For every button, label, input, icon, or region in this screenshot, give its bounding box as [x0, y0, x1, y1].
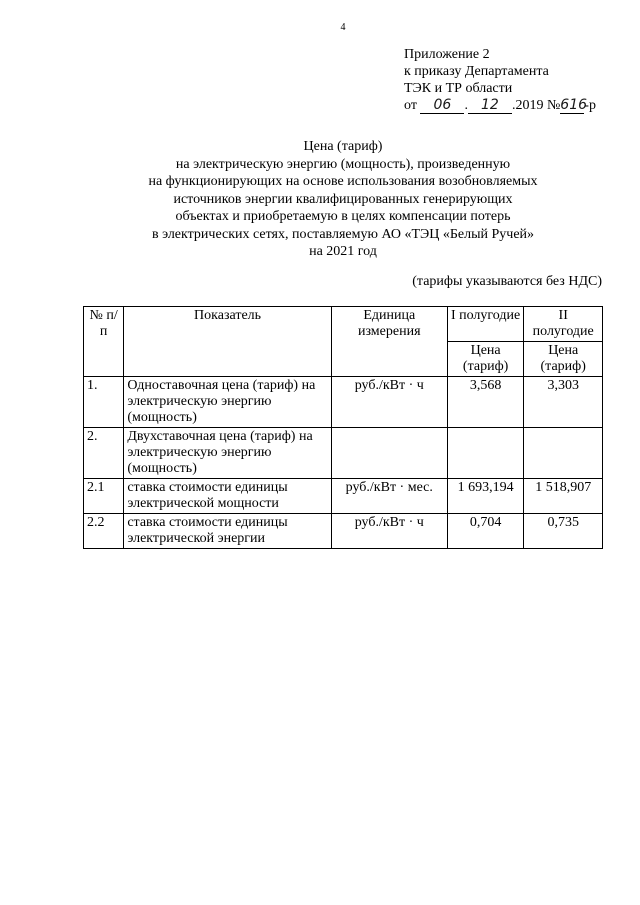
row-unit: руб./кВт · ч [331, 377, 447, 428]
row-num: 2.2 [84, 514, 124, 549]
header-unit: Единица измерения [331, 307, 447, 377]
row-half-2-value: 1 518,907 [524, 479, 603, 514]
appendix-date-line [404, 97, 634, 114]
row-half-1-value: 1 693,194 [447, 479, 524, 514]
header-price-2: Цена (тариф) [524, 342, 603, 377]
header-price-1: Цена (тариф) [447, 342, 524, 377]
tariff-table [83, 306, 603, 549]
row-num: 2.1 [84, 479, 124, 514]
table-row [84, 514, 603, 549]
row-unit: руб./кВт · ч [331, 514, 447, 549]
row-num: 1. [84, 377, 124, 428]
row-half-1-value: 0,704 [447, 514, 524, 549]
date-separator: . [464, 98, 468, 113]
title-line: на функционирующих на основе использования возобновляемых [148, 174, 538, 189]
title-line: на электрическую энергию (мощность), произведенную [175, 156, 511, 172]
row-indicator: ставка стоимости единицы электрической мощности [124, 479, 331, 514]
document-title [100, 138, 586, 261]
row-unit [331, 428, 447, 479]
row-half-2-value: 0,735 [524, 514, 603, 549]
title-line: объектах и приобретаемую в целях компенсации потерь [175, 209, 511, 224]
row-unit: руб./кВт · мес. [331, 479, 447, 514]
title-line: источников энергии квалифицированных генерирующих [173, 191, 513, 207]
handwritten-order-number: 616 [560, 97, 588, 113]
row-indicator: Двухставочная цена (тариф) на электрическую энергию (мощность) [124, 428, 331, 479]
page-number: 4 [340, 22, 346, 33]
appendix-line-3: ТЭК и ТР области [404, 81, 513, 96]
row-half-1-value: 3,568 [447, 377, 524, 428]
appendix-line-1: Приложение 2 [404, 47, 490, 62]
number-sign: № [546, 98, 561, 113]
handwritten-month: 12 [468, 98, 512, 114]
row-indicator: ставка стоимости единицы электрической энергии [124, 514, 331, 549]
handwritten-day: 06 [420, 98, 464, 114]
title-line: Цена (тариф) [303, 139, 383, 154]
date-year: .2019 [511, 98, 544, 113]
appendix-line-2: к приказу Департамента [404, 64, 549, 79]
header-half-2: II полугодие [524, 307, 603, 342]
date-prefix: от [404, 98, 417, 113]
row-half-2-value: 3,303 [524, 377, 603, 428]
row-half-2-value [524, 428, 603, 479]
row-num: 2. [84, 428, 124, 479]
table-row [84, 428, 603, 479]
header-half-1: I полугодие [447, 307, 524, 342]
row-half-1-value [447, 428, 524, 479]
appendix-header [404, 46, 634, 114]
title-line: в электрических сетях, поставляемую АО «ТЭЦ «Белый Ручей» [151, 226, 535, 242]
order-suffix: -р [584, 98, 596, 113]
row-indicator: Одноставочная цена (тариф) на электрическую энергию (мощность) [124, 377, 331, 428]
table-row [84, 377, 603, 428]
title-line: на 2021 год [309, 244, 377, 259]
header-indicator: Показатель [124, 307, 331, 377]
header-num: № п/п [84, 307, 124, 377]
vat-note: (тарифы указываются без НДС) [412, 274, 602, 289]
table-row [84, 479, 603, 514]
table-header-row [84, 307, 603, 342]
